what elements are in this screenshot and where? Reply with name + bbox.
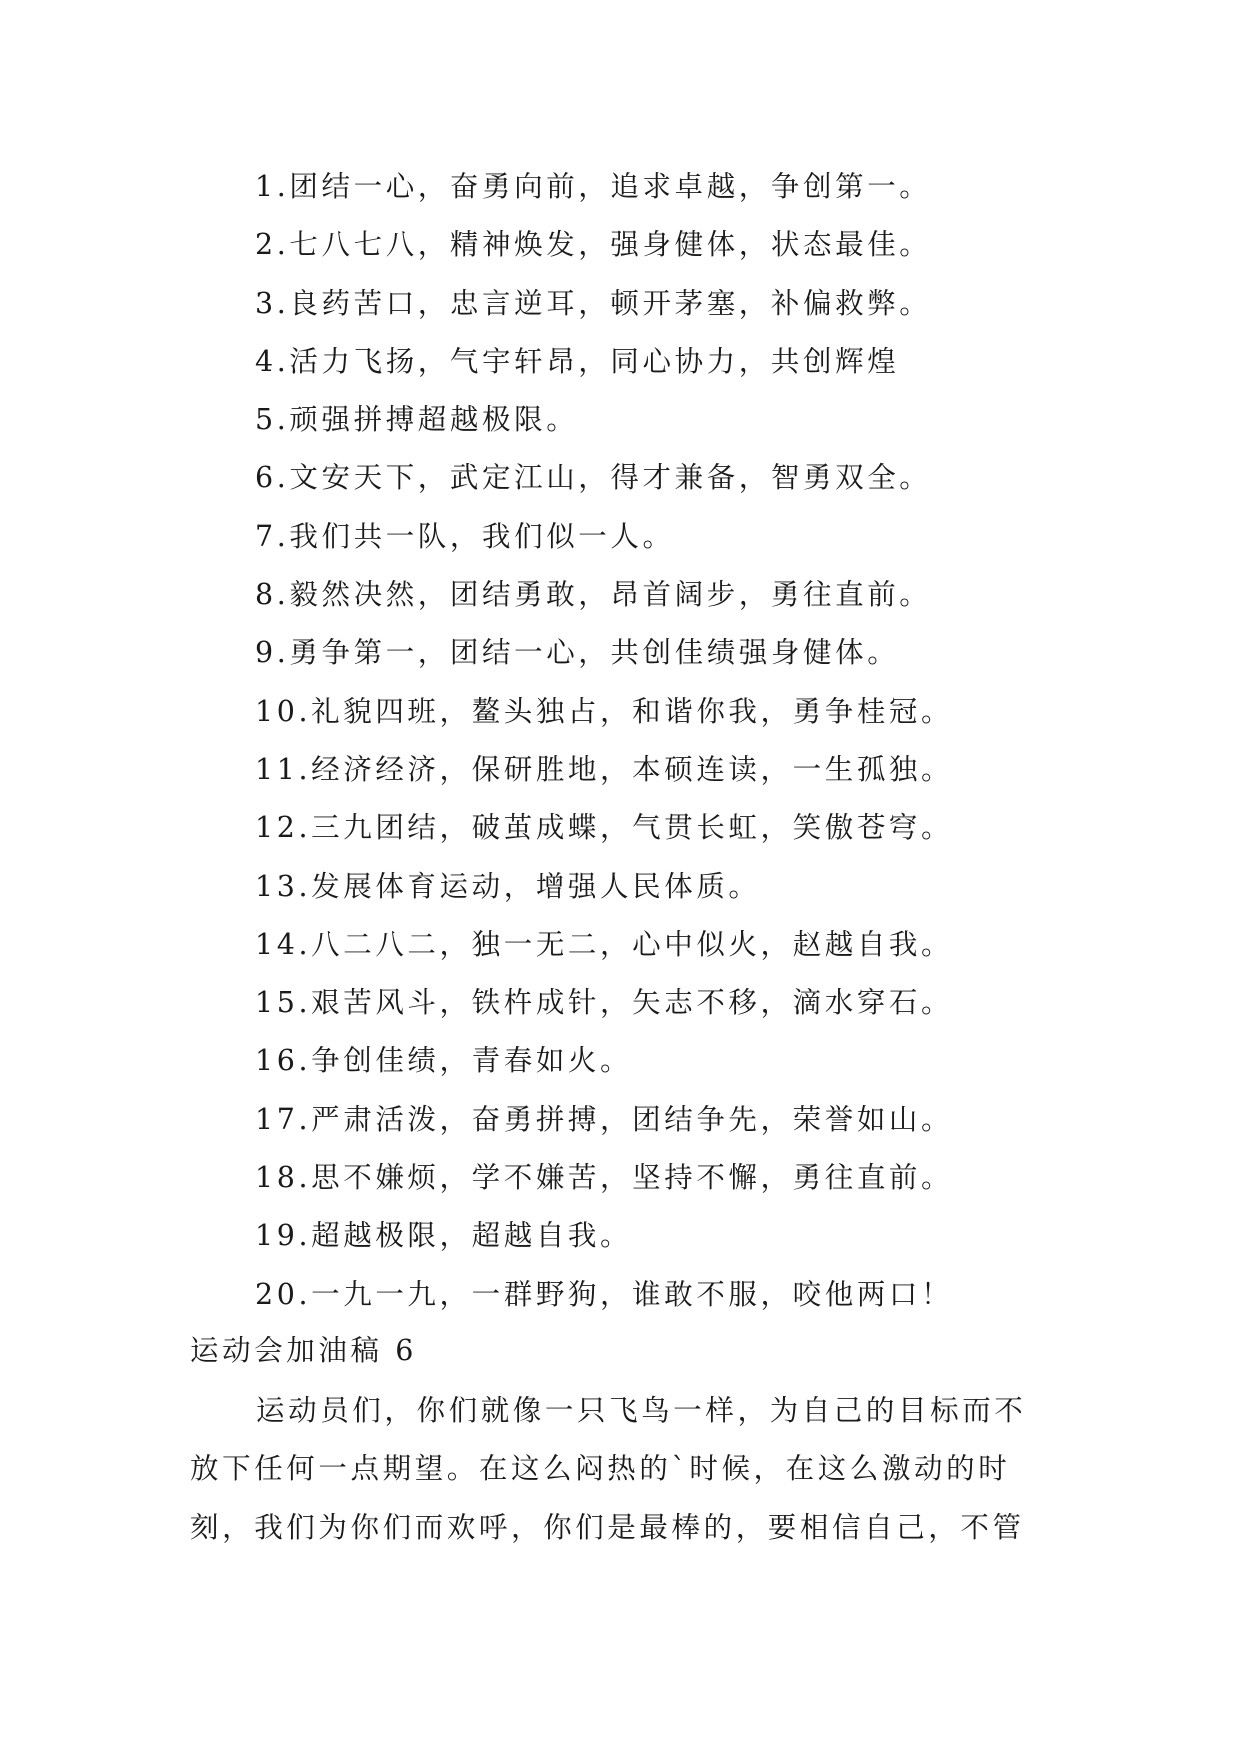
slogan-item: 16.争创佳绩，青春如火。 xyxy=(255,1044,633,1078)
slogan-item: 6.文安天下，武定江山，得才兼备，智勇双全。 xyxy=(255,461,932,495)
paragraph-line: 运动员们，你们就像一只飞鸟一样，为自己的目标而不 xyxy=(256,1394,1027,1427)
slogan-item: 9.勇争第一，团结一心，共创佳绩强身健体。 xyxy=(255,636,900,670)
slogan-item: 12.三九团结，破茧成蝶，气贯长虹，笑傲苍穹。 xyxy=(255,811,954,845)
slogan-item: 19.超越极限，超越自我。 xyxy=(255,1219,633,1253)
slogan-item: 11.经济经济，保研胜地，本硕连读，一生孤独。 xyxy=(255,752,954,786)
slogan-list xyxy=(255,158,953,1324)
slogan-item: 14.八二八二，独一无二，心中似火，赵越自我。 xyxy=(255,927,954,961)
paragraph-line: 刻，我们为你们而欢呼，你们是最棒的，要相信自己，不管 xyxy=(190,1510,1025,1544)
slogan-item: 15.艰苦风斗，铁杵成针，矢志不移，滴水穿石。 xyxy=(255,986,954,1020)
slogan-item: 18.思不嫌烦，学不嫌苦，坚持不懈，勇往直前。 xyxy=(255,1161,954,1195)
slogan-item: 7.我们共一队，我们似一人。 xyxy=(255,519,675,553)
slogan-item: 2.七八七八，精神焕发，强身健体，状态最佳。 xyxy=(255,228,932,262)
slogan-item: 4.活力飞扬，气宇轩昂，同心协力，共创辉煌 xyxy=(255,344,900,378)
slogan-item: 17.严肃活泼，奋勇拼搏，团结争先，荣誉如山。 xyxy=(255,1102,954,1136)
body-paragraph xyxy=(190,1382,1050,1557)
paragraph-line: 放下任何一点期望。在这么闷热的`时候，在这么激动的时 xyxy=(190,1452,1011,1486)
slogan-item: 5.顽强拼搏超越极限。 xyxy=(255,403,579,437)
slogan-item: 1.团结一心，奋勇向前，追求卓越，争创第一。 xyxy=(255,170,932,203)
slogan-item: 10.礼貌四班，鳌头独占，和谐你我，勇争桂冠。 xyxy=(255,694,954,728)
slogan-item: 3.良药苦口，忠言逆耳，顿开茅塞，补偏救弊。 xyxy=(255,286,932,320)
slogan-item: 8.毅然决然，团结勇敢，昂首阔步，勇往直前。 xyxy=(255,578,932,612)
section-title: 运动会加油稿 6 xyxy=(190,1334,417,1367)
slogan-item: 13.发展体育运动，增强人民体质。 xyxy=(255,869,761,903)
slogan-item: 20.一九一九，一群野狗，谁敢不服，咬他两口！ xyxy=(255,1277,954,1311)
